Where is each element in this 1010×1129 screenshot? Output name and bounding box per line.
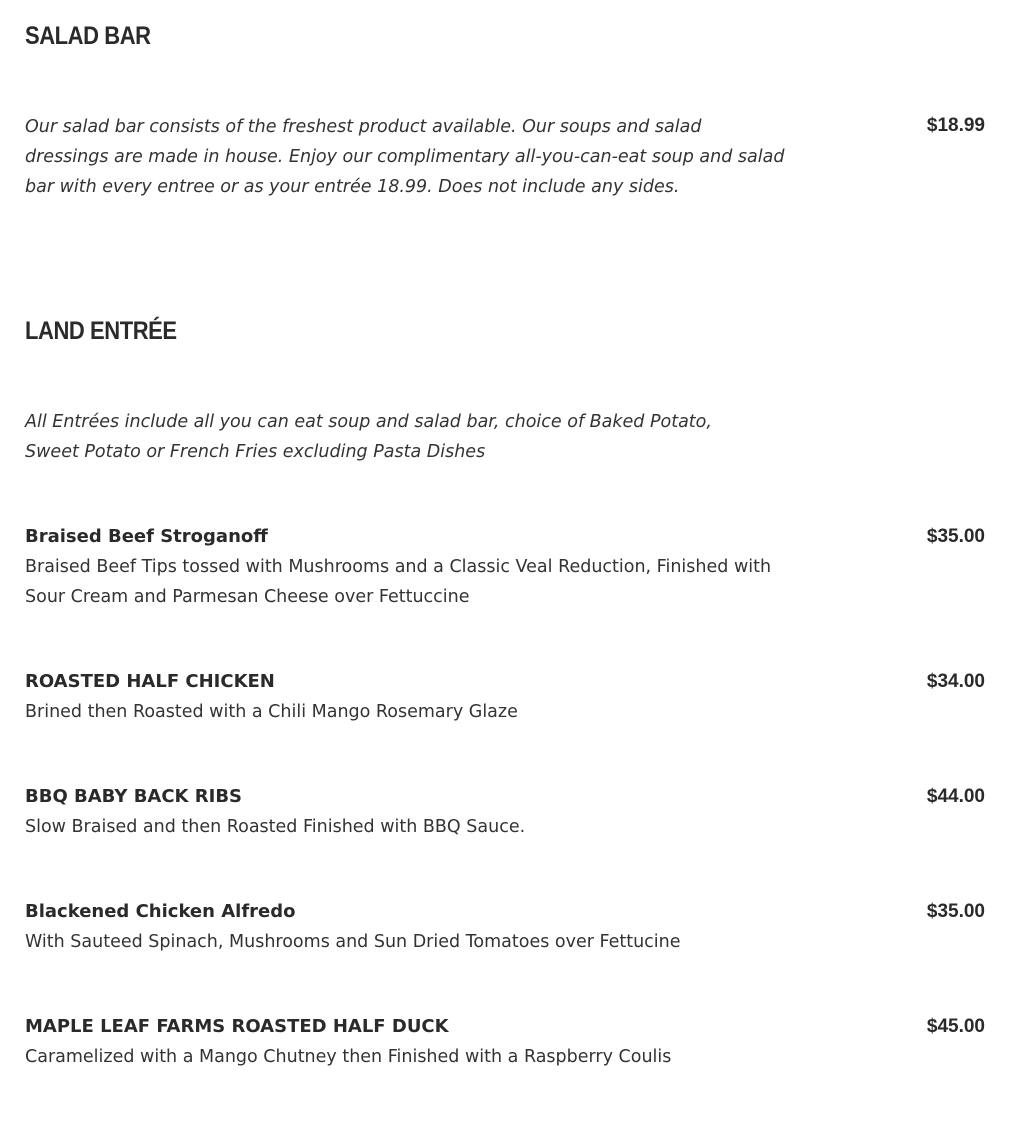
menu-item (25, 1012, 985, 1072)
menu-item-price: $35.00 (926, 526, 985, 547)
land-entree-description: All Entrées include all you can eat soup and salad bar, choice of Baked Potato, Sweet Potato or French Fries excluding Pasta Dishes (25, 412, 712, 462)
menu-item (25, 782, 985, 842)
section-title-land-entree: LAND ENTRÉE (25, 317, 177, 345)
menu-item-description: Slow Braised and then Roasted Finished with BBQ Sauce. (25, 817, 526, 837)
menu-item-name: Blackened Chicken Alfredo (25, 901, 296, 922)
menu-item (25, 897, 985, 957)
menu-item-name: MAPLE LEAF FARMS ROASTED HALF DUCK (25, 1016, 449, 1037)
menu-item-price: $44.00 (926, 786, 985, 807)
section-title-salad-bar: SALAD BAR (25, 22, 151, 50)
menu-item-price: $34.00 (926, 671, 985, 692)
menu-item (25, 522, 985, 612)
menu-item-name: BBQ BABY BACK RIBS (25, 786, 243, 807)
menu-item-description: Braised Beef Tips tossed with Mushrooms and a Classic Veal Reduction, Finished with Sour Cream and Parmesan Cheese over Fettuccine (25, 557, 772, 607)
menu-item-name: ROASTED HALF CHICKEN (25, 671, 275, 692)
menu-item-description: With Sauteed Spinach, Mushrooms and Sun Dried Tomatoes over Fettucine (25, 932, 681, 952)
salad-bar-description: Our salad bar consists of the freshest product available. Our soups and salad dressings are made in house. Enjoy our complimentary all-you-can-eat soup and salad bar with every entree or as your entrée 18.99. Does not include any sides. (25, 117, 785, 197)
menu-item-price: $35.00 (926, 901, 985, 922)
salad-bar-price: $18.99 (926, 115, 985, 136)
menu-item-description: Brined then Roasted with a Chili Mango Rosemary Glaze (25, 702, 518, 722)
menu-item-description: Caramelized with a Mango Chutney then Finished with a Raspberry Coulis (25, 1047, 672, 1067)
menu-item (25, 667, 985, 727)
menu-item-price: $45.00 (926, 1016, 985, 1037)
menu-item-name: Braised Beef Stroganoff (25, 526, 268, 547)
